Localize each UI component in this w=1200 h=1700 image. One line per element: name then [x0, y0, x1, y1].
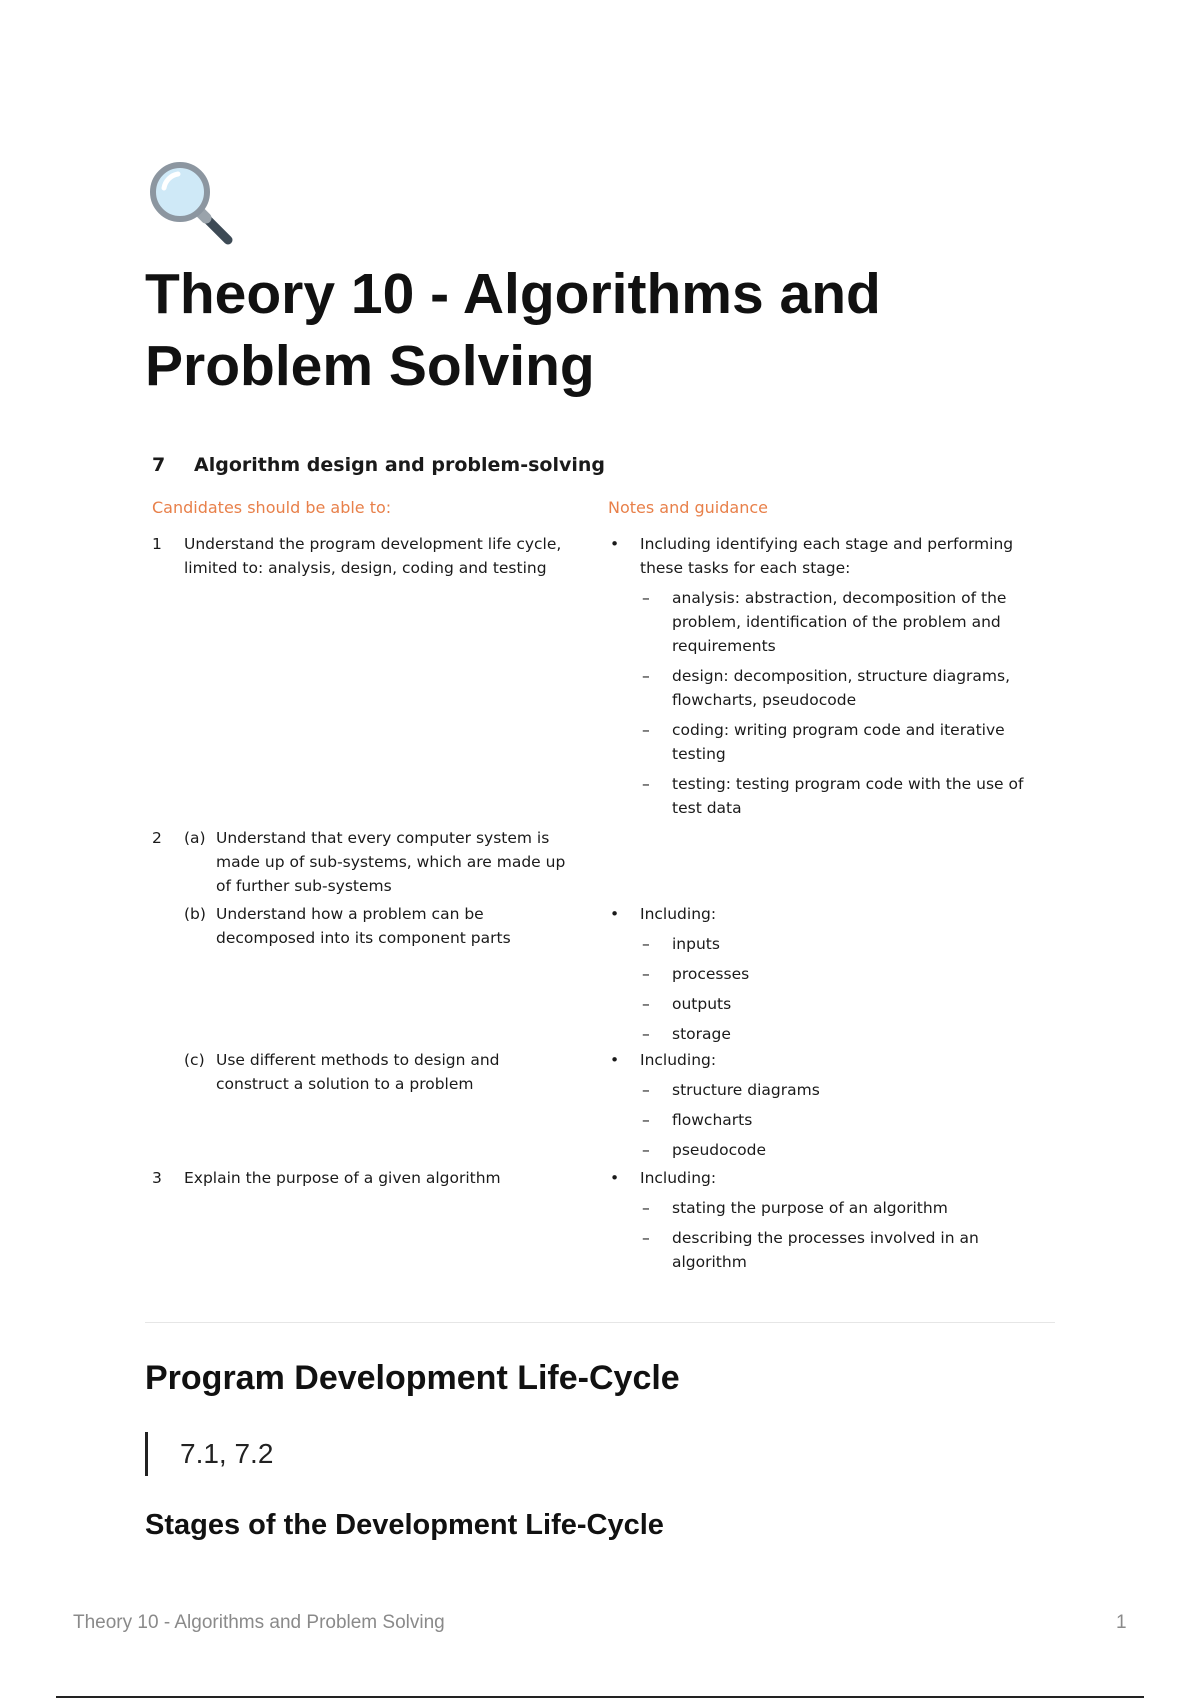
- syllabus-section-heading: [152, 454, 605, 476]
- note-subitem: describing the processes involved in an: [672, 1229, 979, 1247]
- syllabus-section-number: 7: [152, 454, 166, 476]
- note-subitem: coding: writing program code and iterative: [672, 721, 1005, 739]
- note-subitem: flowcharts: [672, 1111, 753, 1129]
- item-text: of further sub-systems: [216, 877, 392, 895]
- item-text: Use different methods to design and: [216, 1051, 500, 1069]
- item-text: Explain the purpose of a given algorithm: [184, 1169, 501, 1187]
- dash-icon: –: [642, 995, 650, 1013]
- syllabus-extract: [150, 450, 1050, 1280]
- magnifying-glass-icon: [146, 158, 236, 248]
- item-label: (a): [184, 829, 206, 847]
- footer-title: Theory 10 - Algorithms and Problem Solving: [73, 1612, 445, 1633]
- syllabus-left-header: Candidates should be able to:: [152, 498, 392, 517]
- note-subitem: algorithm: [672, 1253, 747, 1271]
- item-text: decomposed into its component parts: [216, 929, 511, 947]
- item-number: 2: [152, 829, 162, 847]
- note-subitem: outputs: [672, 995, 732, 1013]
- bullet-icon: •: [610, 1169, 620, 1187]
- note-subitem: problem, identification of the problem and: [672, 613, 1001, 631]
- item-label: (b): [184, 905, 206, 923]
- note-subitem: inputs: [672, 935, 720, 953]
- dash-icon: –: [642, 1081, 650, 1099]
- note-subitem: pseudocode: [672, 1141, 766, 1159]
- dash-icon: –: [642, 667, 650, 685]
- bullet-icon: •: [610, 905, 620, 923]
- dash-icon: –: [642, 1025, 650, 1043]
- note-subitem: processes: [672, 965, 750, 983]
- page-title-line-1: Theory 10 - Algorithms and: [145, 262, 881, 326]
- item-label: (c): [184, 1051, 205, 1069]
- note-subitem: storage: [672, 1025, 731, 1043]
- note-subitem: testing: testing program code with the use of: [672, 775, 1024, 793]
- dash-icon: –: [642, 775, 650, 793]
- dash-icon: –: [642, 589, 650, 607]
- note-text: these tasks for each stage:: [640, 559, 851, 577]
- dash-icon: –: [642, 721, 650, 739]
- note-subitem: design: decomposition, structure diagrams,: [672, 667, 1011, 685]
- note-text: Including identifying each stage and performing: [640, 535, 1014, 553]
- section-heading: Program Development Life-Cycle: [145, 1359, 680, 1397]
- note-subitem: test data: [672, 799, 742, 817]
- footer-rule: [56, 1696, 1144, 1698]
- page-title: [145, 258, 1045, 402]
- dash-icon: –: [642, 935, 650, 953]
- item-number: 3: [152, 1169, 162, 1187]
- note-subitem: stating the purpose of an algorithm: [672, 1199, 948, 1217]
- dash-icon: –: [642, 1229, 650, 1247]
- item-text: Understand that every computer system is: [216, 829, 550, 847]
- item-text: made up of sub-systems, which are made up: [216, 853, 566, 871]
- item-text: construct a solution to a problem: [216, 1075, 474, 1093]
- section-divider: [145, 1322, 1055, 1323]
- footer-page-number: 1: [1116, 1612, 1127, 1633]
- note-subitem: requirements: [672, 637, 776, 655]
- bullet-icon: •: [610, 535, 620, 553]
- note-text: Including:: [640, 1169, 717, 1187]
- dash-icon: –: [642, 965, 650, 983]
- item-text: limited to: analysis, design, coding and testing: [184, 559, 547, 577]
- note-text: Including:: [640, 1051, 717, 1069]
- bullet-icon: •: [610, 1051, 620, 1069]
- note-subitem: analysis: abstraction, decomposition of the: [672, 589, 1007, 607]
- note-text: Including:: [640, 905, 717, 923]
- item-text: Understand the program development life cycle,: [184, 535, 562, 553]
- dash-icon: –: [642, 1199, 650, 1217]
- note-subitem: flowcharts, pseudocode: [672, 691, 857, 709]
- note-subitem: structure diagrams: [672, 1081, 820, 1099]
- item-number: 1: [152, 535, 162, 553]
- syllabus-right-header: Notes and guidance: [608, 498, 768, 517]
- section-subheading: Stages of the Development Life-Cycle: [145, 1509, 664, 1541]
- dash-icon: –: [642, 1141, 650, 1159]
- dash-icon: –: [642, 1111, 650, 1129]
- item-text: Understand how a problem can be: [216, 905, 484, 923]
- page-title-line-2: Problem Solving: [145, 334, 595, 398]
- syllabus-section-title: Algorithm design and problem-solving: [194, 454, 605, 476]
- note-subitem: testing: [672, 745, 726, 763]
- section-quote: 7.1, 7.2: [145, 1432, 545, 1476]
